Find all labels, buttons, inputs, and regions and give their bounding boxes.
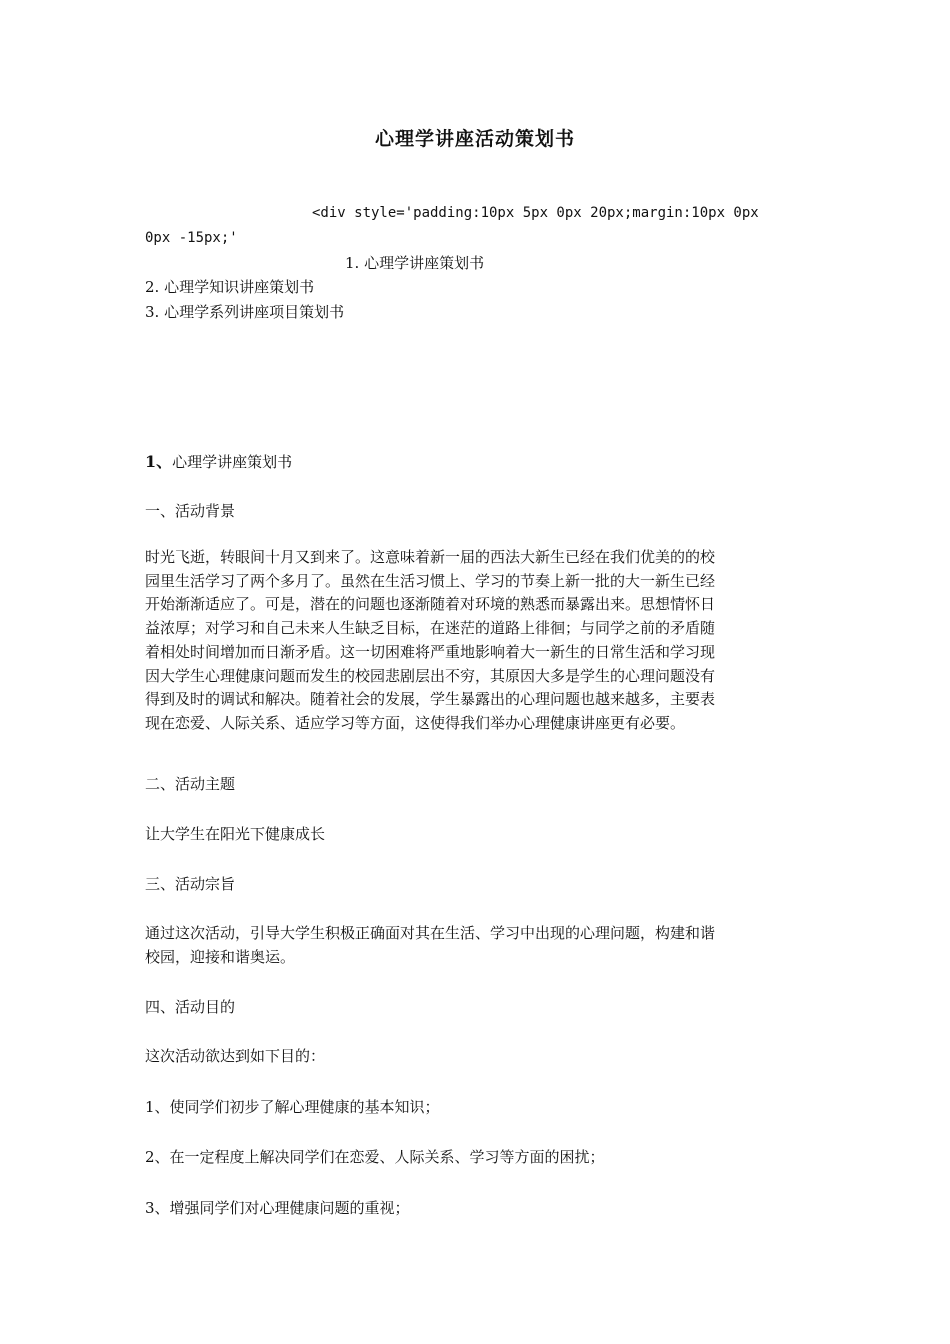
section-number: 1、 xyxy=(145,452,173,471)
goal-item-1: 1、使同学们初步了解心理健康的基本知识； xyxy=(145,1098,440,1116)
section-heading-1 xyxy=(145,452,292,472)
heading-purpose: 三、活动宗旨 xyxy=(145,875,236,893)
goal-intro: 这次活动欲达到如下目的： xyxy=(145,1047,326,1065)
paragraph-line: 校园，迎接和谐奥运。 xyxy=(145,947,296,966)
section-title: 心理学讲座策划书 xyxy=(172,453,293,471)
goal-item-3: 3、增强同学们对心理健康问题的重视； xyxy=(145,1199,410,1217)
paragraph-line: 开始渐渐适应了。可是，潜在的问题也逐渐随着对环境的熟悉而暴露出来。思想情怀日 xyxy=(145,595,716,614)
code-line-1: <div style='padding:10px 5px 0px 20px;margin:10px 0px xyxy=(312,205,759,221)
toc-item-3[interactable]: 3. 心理学系列讲座项目策划书 xyxy=(145,303,345,321)
paragraph-line: 得到及时的调试和解决。随着社会的发展，学生暴露出的心理问题也越来越多，主要表 xyxy=(145,690,716,709)
theme-text: 让大学生在阳光下健康成长 xyxy=(145,825,326,843)
paragraph-line: 现在恋爱、人际关系、适应学习等方面，这使得我们举办心理健康讲座更有必要。 xyxy=(145,713,686,732)
goal-item-2: 2、在一定程度上解决同学们在恋爱、人际关系、学习等方面的困扰； xyxy=(145,1148,605,1166)
paragraph-line: 因大学生心理健康问题而发生的校园悲剧层出不穷，其原因大多是学生的心理问题没有 xyxy=(145,666,716,685)
toc-item-1[interactable]: 1. 心理学讲座策划书 xyxy=(345,254,485,272)
document-title: 心理学讲座活动策划书 xyxy=(374,128,575,150)
paragraph-line: 着相处时间增加而日渐矛盾。这一切困难将严重地影响着大一新生的日常生活和学习现 xyxy=(145,642,716,661)
paragraph-line: 通过这次活动，引导大学生积极正确面对其在生活、学习中出现的心理问题，构建和谐 xyxy=(145,924,716,942)
heading-background: 一、活动背景 xyxy=(145,502,236,520)
paragraph-line: 益浓厚；对学习和自己未来人生缺乏目标，在迷茫的道路上徘徊；与同学之前的矛盾随 xyxy=(145,619,716,638)
code-line-2: 0px -15px;' xyxy=(145,230,238,246)
toc-item-2[interactable]: 2. 心理学知识讲座策划书 xyxy=(145,278,315,296)
paragraph-line: 时光飞逝，转眼间十月又到来了。这意味着新一届的西法大新生已经在我们优美的的校 xyxy=(145,548,716,566)
heading-theme: 二、活动主题 xyxy=(145,775,236,793)
background-paragraph xyxy=(145,546,810,736)
heading-goal: 四、活动目的 xyxy=(145,998,236,1016)
purpose-paragraph xyxy=(145,922,810,969)
paragraph-line: 园里生活学习了两个多月了。虽然在生活习惯上、学习的节奏上新一批的大一新生已经 xyxy=(145,571,716,590)
